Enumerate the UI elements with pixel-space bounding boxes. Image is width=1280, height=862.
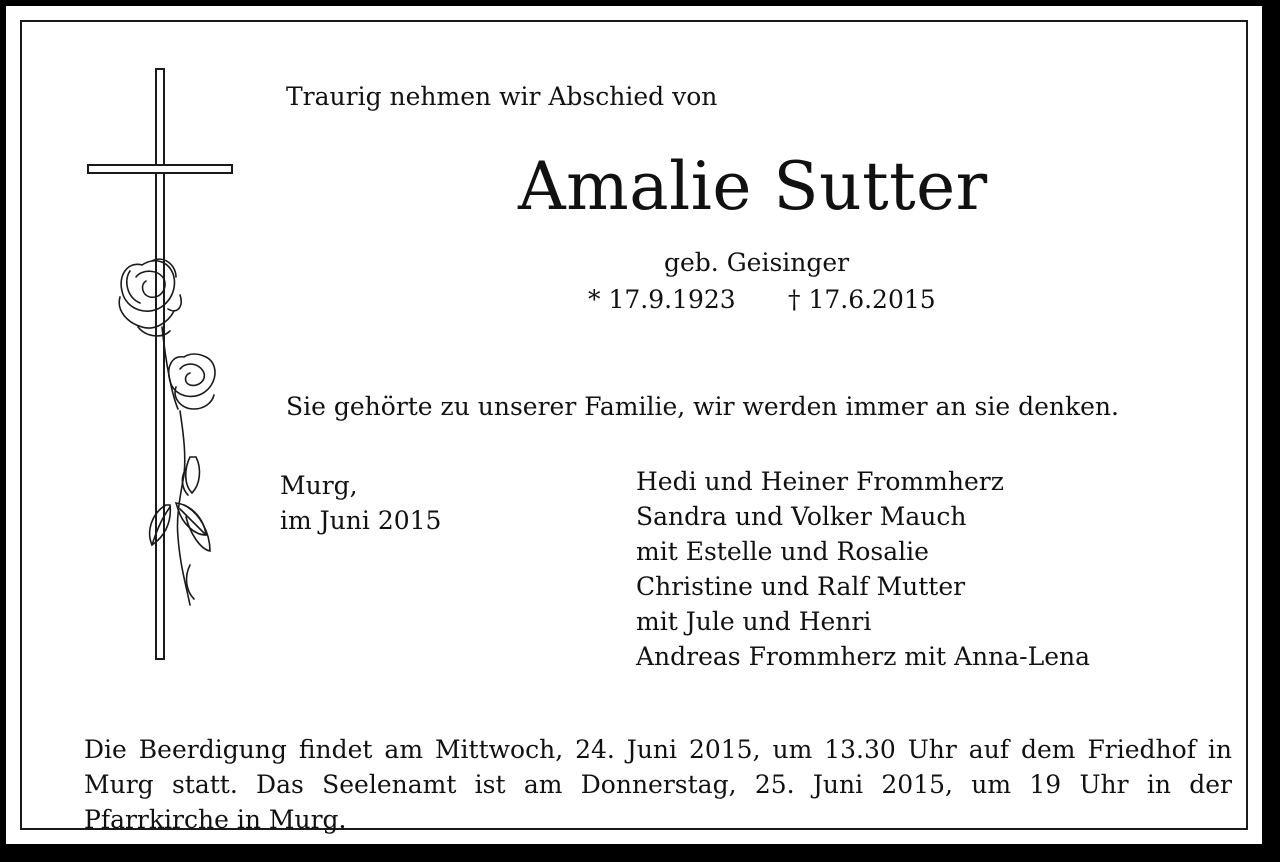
family-member: Andreas Frommherz mit Anna-Lena: [636, 642, 1091, 671]
family-member: Hedi und Heiner Frommherz: [636, 467, 1004, 496]
date-line: im Juni 2015: [280, 506, 442, 535]
family-member: mit Estelle und Rosalie: [636, 537, 929, 566]
place-date: [280, 468, 441, 538]
intro-text: Traurig nehmen wir Abschied von: [286, 82, 718, 111]
family-member: Sandra und Volker Mauch: [636, 502, 967, 531]
birth-date: * 17.9.1923: [588, 285, 736, 314]
maiden-name: geb. Geisinger: [664, 248, 850, 277]
deceased-name: Amalie Sutter: [518, 148, 988, 225]
family-member: Christine und Ralf Mutter: [636, 572, 966, 601]
death-date: † 17.6.2015: [788, 285, 936, 314]
family-list: [636, 464, 1090, 674]
funeral-details: Die Beerdigung findet am Mittwoch, 24. Juni 2015, um 13.30 Uhr auf dem Friedhof in Murg statt. Das Seelenamt ist am Donnerstag, 25. Juni 2015, um 19 Uhr in der Pfarrkirche in Murg.: [84, 735, 1232, 834]
cross-with-roses-icon: [80, 65, 250, 675]
place-line: Murg,: [280, 471, 358, 500]
family-member: mit Jule und Henri: [636, 607, 872, 636]
obituary-notice: [6, 6, 1262, 844]
tribute-text: Sie gehörte zu unserer Familie, wir werden immer an sie denken.: [286, 392, 1119, 421]
